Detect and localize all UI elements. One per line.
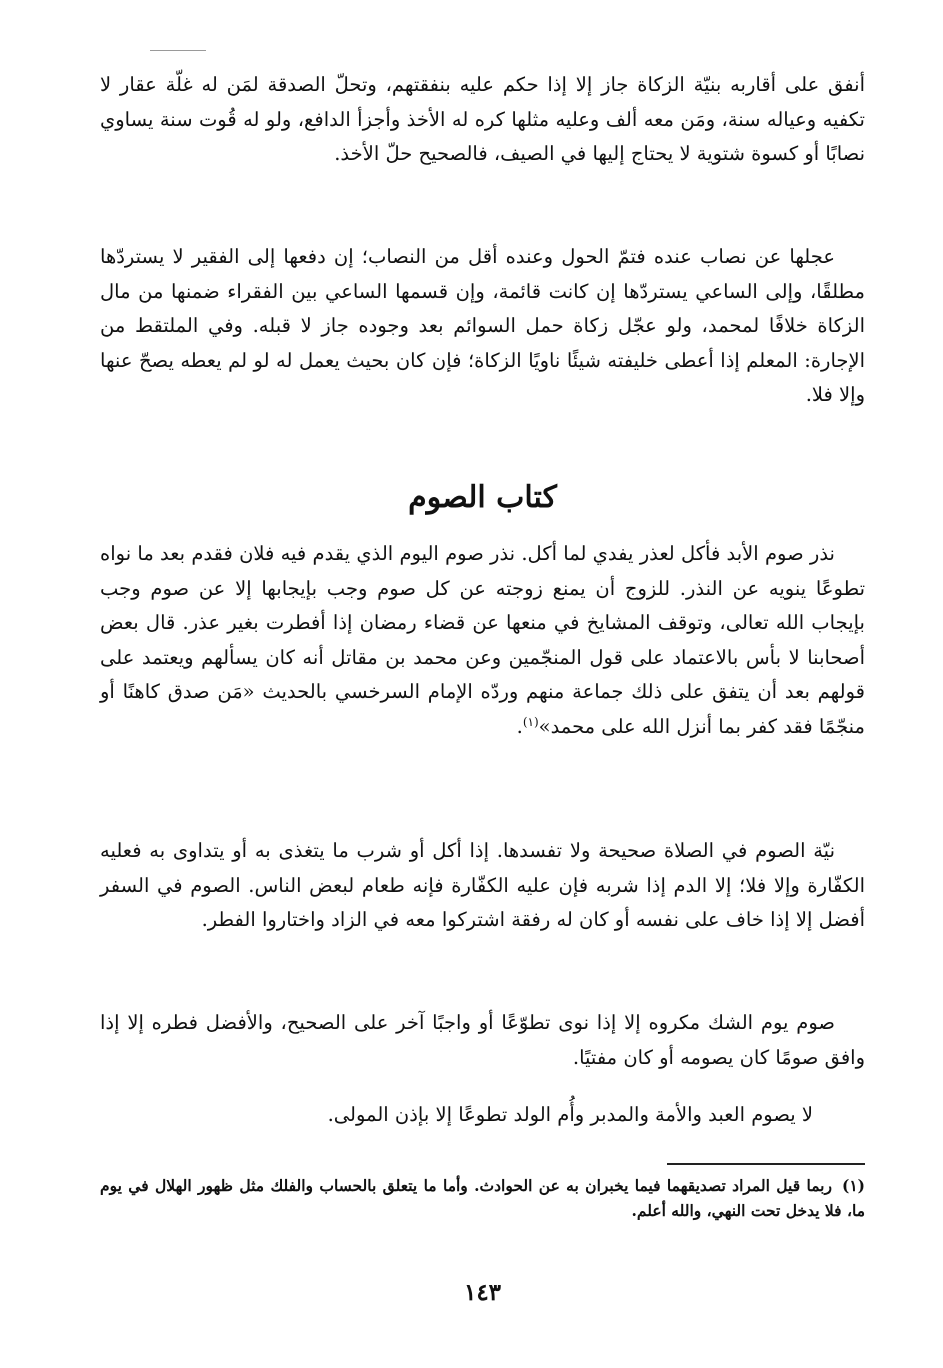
paragraph-fasting-intention: نيّة الصوم في الصلاة صحيحة ولا تفسدها. إذا أكل أو شرب ما يتغذى به أو يتداوى به فعليه الكفّارة وإلا فلا؛ إلا الدم إذا شربه فإن عليه الكفّارة فإنه طعام لبعض الناس. الصوم في السفر أفضل إلا إذا خاف على نفسه أو كان له رفقة اشتركوا معه في الزاد واختاروا الفطر. xyxy=(100,839,865,931)
page-number: ١٤٣ xyxy=(463,1279,502,1306)
chapter-heading: كتاب الصوم xyxy=(408,480,557,515)
footnote-text: ربما قيل المراد تصديقهما فيما يخبران به عن الحوادث. وأما ما يتعلق بالحساب والفلك مثل ظهور الهلال في يوم ما، فلا يدخل تحت النهي، والله أعلم. xyxy=(100,1176,865,1220)
paragraph-zakat-relatives: أنفق على أقاربه بنيّة الزكاة جاز إلا إذا حكم عليه بنفقتهم، وتحلّ الصدقة لمَن له غلّة عقار لا تكفيه وعياله سنة، ومَن معه ألف وعليه مثلها كره له الأخذ وأجزأ الدافع، ولو له قُوت سنة يساوي نصابًا أو كسوة شتوية لا يحتاج إليها في الصيف، فالصحيح حلّ الأخذ. xyxy=(100,73,865,165)
paragraph-day-of-doubt: صوم يوم الشك مكروه إلا إذا نوى تطوّعًا أو واجبًا آخر على الصحيح، والأفضل فطره إلا إذا وافق صومًا كان يصومه أو كان مفتيًا. xyxy=(100,1011,865,1069)
top-rule xyxy=(150,50,206,51)
footnote xyxy=(100,1173,865,1223)
paragraph-slave-fasting: لا يصوم العبد والأمة والمدبر وأُم الولد تطوعًا إلا بإذن المولى. xyxy=(327,1103,813,1126)
footnote-marker: (١) xyxy=(841,1176,865,1195)
footnote-divider xyxy=(667,1163,865,1165)
paragraph-zakat-advance: عجلها عن نصاب عنده فتمّ الحول وعنده أقل من النصاب؛ إن دفعها إلى الفقير لا يستردّها مطلقًا، وإلى الساعي يستردّها إن كانت قائمة، وإن قسمها الساعي بين الفقراء ضمنها من مال الزكاة خلافًا لمحمد، ولو عجّل زكاة حمل السوائم بعد وجوده جاز لا قبله. وفي الملتقط من الإجارة: المعلم إذا أعطى خليفته شيئًا ناويًا الزكاة؛ فإن كان بحيث يعمل له لو لم يعطه يصحّ عنها وإلا فلا. xyxy=(100,245,865,406)
paragraph-fasting-vows xyxy=(100,537,865,744)
footnote-reference: (١) xyxy=(522,714,539,729)
book-page xyxy=(100,40,865,1340)
paragraph-end-mark: . xyxy=(516,714,523,738)
paragraph-fasting-vows-text: نذر صوم الأبد فأكل لعذر يفدي لما أكل. نذر صوم اليوم الذي يقدم فيه فلان فقدم بعد ما نواه تطوعًا ينويه عن النذر. للزوج أن يمنع زوجته عن كل صوم وجب بإيجابها إلا عن صوم وجب بإيجاب الله تعالى، وتوقف المشايخ في منعها عن قضاء رمضان إذا أفطرت بغير عذر. قال بعض أصحابنا لا بأس بالاعتماد على قول المنجّمين وعن محمد بن مقاتل أنه كان يسألهم ويعتمد على قولهم بعد أن يتفق على ذلك جماعة منهم وردّه الإمام السرخسي بالحديث «مَن صدق كاهنًا أو منجّمًا فقد كفر بما أنزل الله على محمد» xyxy=(100,542,865,738)
